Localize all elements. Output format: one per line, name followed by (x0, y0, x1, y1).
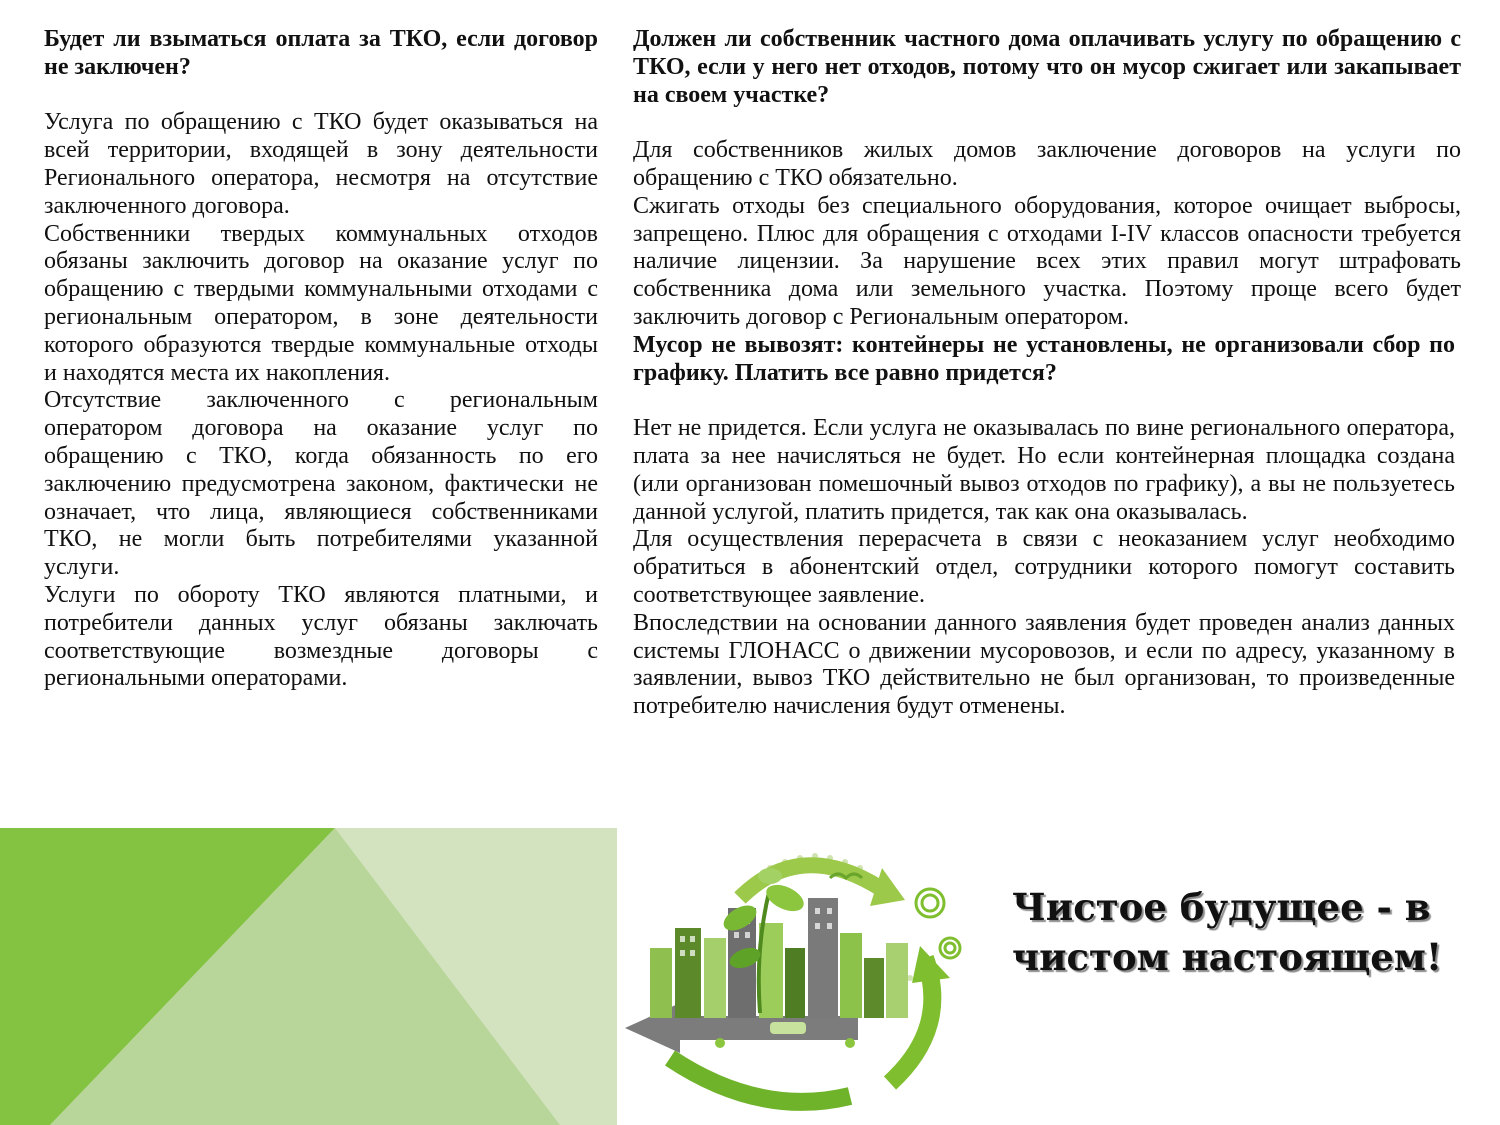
right-column (633, 26, 1461, 721)
slogan-line-1: Чистое будущее - в (1012, 885, 1431, 929)
spacer (44, 82, 598, 110)
recycle-arrow-top (740, 865, 880, 898)
road (678, 1016, 858, 1040)
right-paragraph-2: Сжигать отходы без специального оборудования, которое очищает выбросы, запрещено. Плюс для обращения с отходами I-IV классов опасности требуется наличие лицензии. За нарушение всех этих правил могут штрафовать собственника дома или земельного участка. Поэтому проще всего будет заключить договор с Региональным оператором. (633, 192, 1461, 330)
buildings (650, 898, 908, 1018)
left-heading: Будет ли взыматься оплата за ТКО, если договор не заключен? (44, 26, 598, 80)
lamp (715, 1038, 725, 1048)
slogan-line-2: чистом настоящем! (1012, 935, 1443, 979)
left-paragraph-1: Услуга по обращению с ТКО будет оказываться на всей территории, входящей в зону деятельности Регионального оператора, несмотря на отсутствие заключенного договора. (44, 109, 598, 219)
car-icon (770, 1022, 806, 1034)
lamp (845, 1038, 855, 1048)
slogan (1012, 882, 1482, 982)
right-paragraph-3: Нет не придется. Если услуга не оказывалась по вине регионального оператора, плата за нее начисляться не будет. Но если контейнерная площадка создана (или организован помешочный вывоз отходов по графику), а вы не пользуетесь данной услугой, платить придется, так как она оказывалась. (633, 415, 1455, 525)
left-paragraph-2: Собственники твердых коммунальных отходов обязаны заключить договор на оказание услуг по обращению с твердыми коммунальными отходами с региональным оператором, в зоне деятельности которого образуются твердые коммунальные отходы и находятся места их накопления. (44, 220, 598, 386)
recycle-arrow-icon (912, 946, 950, 983)
right-heading-1: Должен ли собственник частного дома оплачивать услугу по обращению с ТКО, если у него нет отходов, потому что он мусор сжигает или закапывает на своем участке? (633, 26, 1461, 108)
green-decoration (0, 828, 617, 1125)
eco-city-illustration-icon (620, 828, 995, 1125)
target-circles (916, 889, 960, 958)
right-paragraph-4: Для осуществления перерасчета в связи с неоказанием услуг необходимо обратиться в абонентский отдел, сотрудники которого помогут составить соответствующее заявление. (633, 526, 1455, 608)
left-column (44, 26, 598, 693)
recycle-arrow-bottom (670, 1058, 850, 1102)
leaf-icon (758, 868, 782, 884)
right-heading-2: Мусор не вывозят: контейнеры не установлены, не организовали сбор по графику. Платить все равно придется? (633, 331, 1455, 386)
right-paragraph-1: Для собственников жилых домов заключение договоров на услуги по обращению с ТКО обязательно. (633, 137, 1461, 191)
left-paragraph-4: Услуги по обороту ТКО являются платными, и потребители данных услуг обязаны заключать соответствующие возмездные договоры с региональными операторами. (44, 581, 598, 692)
spacer (633, 387, 1461, 415)
right-paragraph-5: Впоследствии на основании данного заявления будет проведен анализ данных системы ГЛОНАСС о движении мусоровозов, и если по адресу, указанному в заявлении, вывоз ТКО действительно не был организован, то произведенные потребителю начисления будут отменены. (633, 609, 1455, 720)
left-paragraph-3: Отсутствие заключенного с региональным оператором договора на оказание услуг по обращению с ТКО, когда обязанность по его заключению предусмотрена законом, фактически не означает, что лица, являющиеся собственниками ТКО, не могли быть потребителями указанной услуги. (44, 387, 598, 581)
spacer (633, 109, 1461, 137)
